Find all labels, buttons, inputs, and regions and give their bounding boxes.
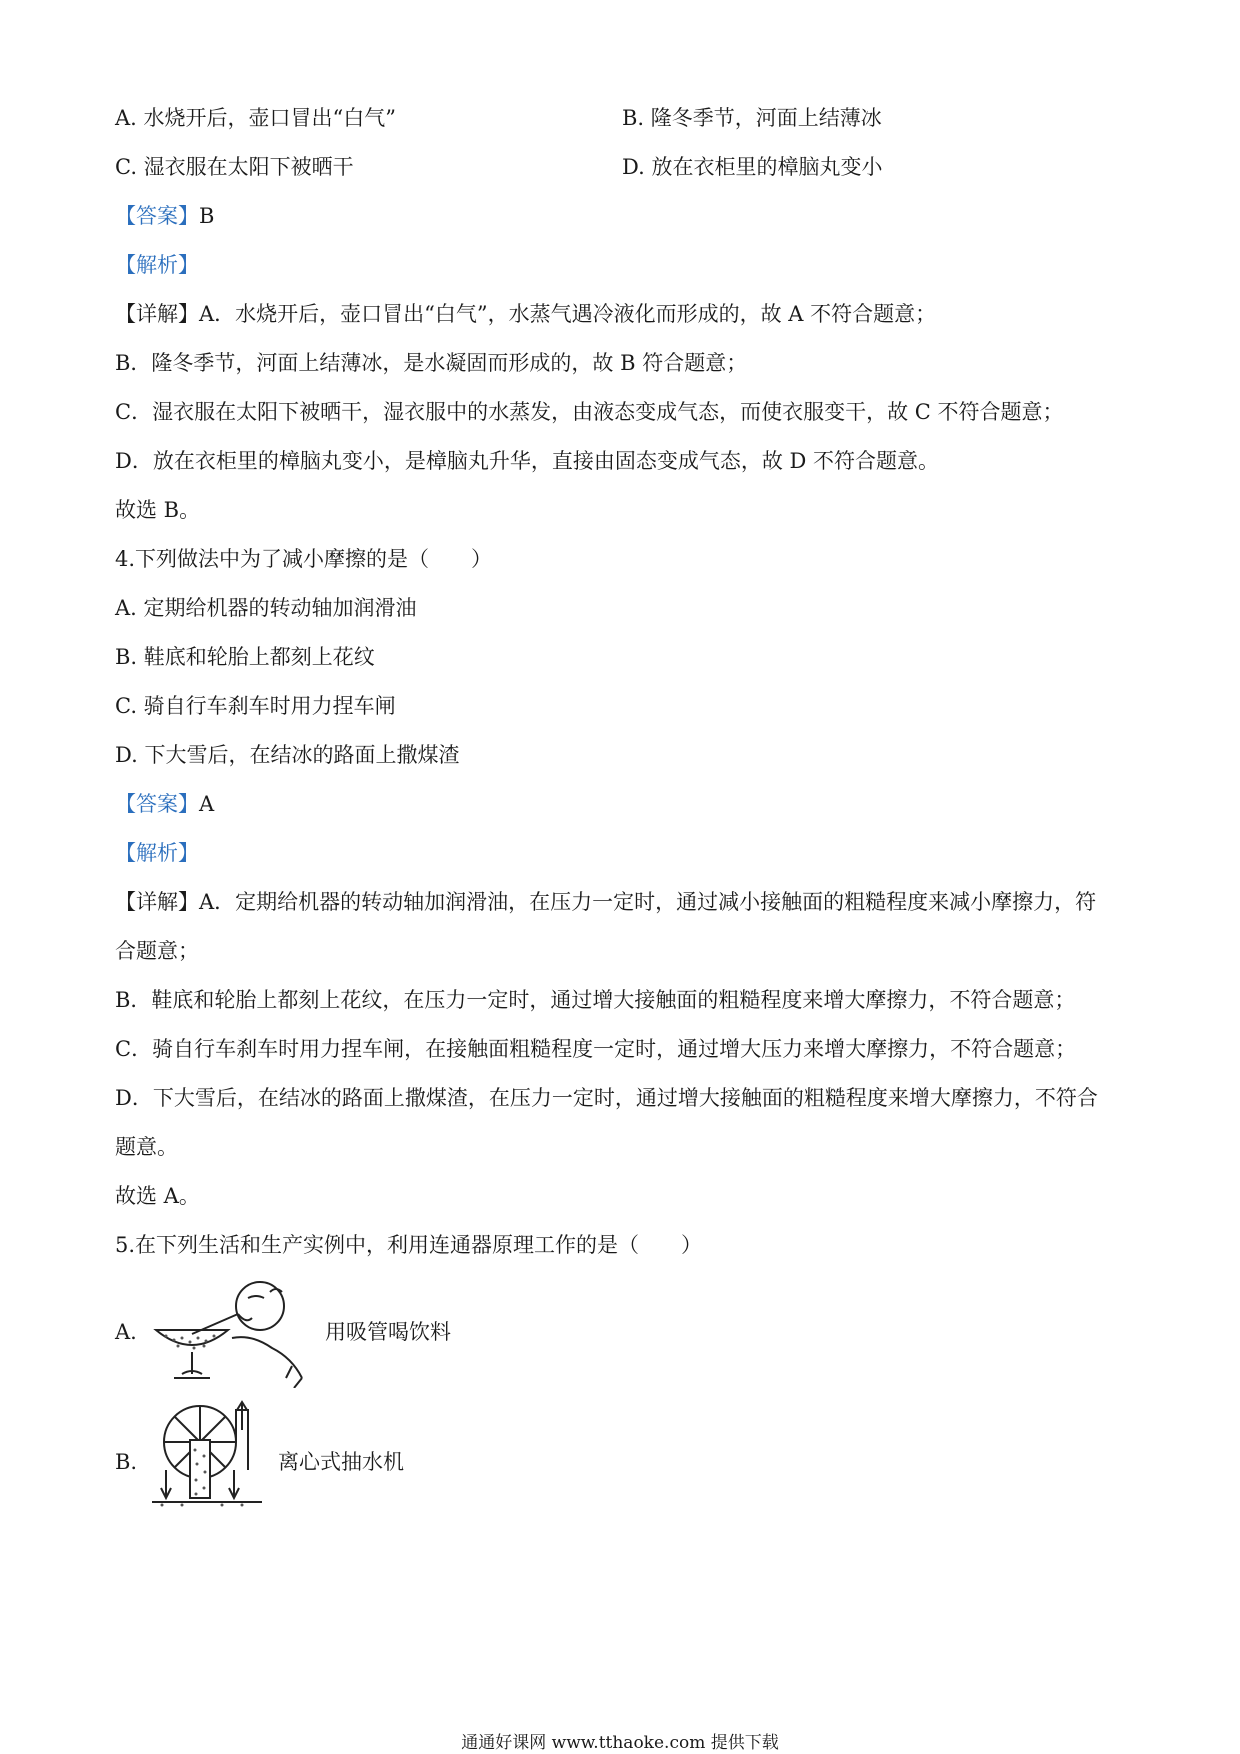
answer-value: B xyxy=(199,204,215,228)
q4-option-d: D. 下大雪后，在结冰的路面上撒煤渣 xyxy=(115,743,460,767)
q4-detail-line-4: C．骑自行车刹车时用力捏车闸，在接触面粗糙程度一定时，通过增大压力来增大摩擦力，不符合题意； xyxy=(115,1037,1077,1061)
q4-option-b: B. 鞋底和轮胎上都刻上花纹 xyxy=(115,645,375,669)
q5-option-a-caption: 用吸管喝饮料 xyxy=(325,1320,451,1344)
q5-option-a-letter: A. xyxy=(115,1320,137,1344)
q4-option-a: A. 定期给机器的转动轴加润滑油 xyxy=(115,596,417,620)
q4-option-c: C. 骑自行车刹车时用力捏车闸 xyxy=(115,694,396,718)
q4-detail-line-5: D．下大雪后，在结冰的路面上撒煤渣，在压力一定时，通过增大接触面的粗糙程度来增大摩擦力，不符合 xyxy=(115,1086,1098,1110)
detail-text: A．水烧开后，壶口冒出“白气”，水蒸气遇冷液化而形成的，故 A 不符合题意； xyxy=(199,302,937,326)
q3-option-d: D. 放在衣柜里的樟脑丸变小 xyxy=(622,155,883,179)
q4-detail-line-2: 合题意； xyxy=(115,939,199,963)
q3-detail-line-2: B．隆冬季节，河面上结薄冰，是水凝固而形成的，故 B 符合题意； xyxy=(115,351,748,375)
q4-analysis-label: 【解析】 xyxy=(115,841,199,865)
answer-label: 【答案】 xyxy=(115,204,199,228)
q4-stem: 4.下列做法中为了减小摩擦的是（ ） xyxy=(115,547,493,571)
q3-option-c: C. 湿衣服在太阳下被晒干 xyxy=(115,155,354,179)
q4-conclusion: 故选 A。 xyxy=(115,1184,200,1208)
q4-detail-line-1 xyxy=(115,888,1096,916)
detail-label: 【详解】 xyxy=(115,890,199,914)
q4-answer xyxy=(115,790,214,818)
q5-option-b-letter: B. xyxy=(115,1450,138,1474)
detail-label: 【详解】 xyxy=(115,302,199,326)
q4-detail-line-6: 题意。 xyxy=(115,1135,178,1159)
q3-option-b: B. 隆冬季节，河面上结薄冰 xyxy=(622,106,882,130)
q3-detail-line-1 xyxy=(115,300,936,328)
q3-option-a: A. 水烧开后，壶口冒出“白气” xyxy=(115,106,396,130)
q3-answer xyxy=(115,202,214,230)
centrifugal-pump-illustration xyxy=(152,1400,272,1508)
straw-drinking-illustration xyxy=(152,1278,312,1388)
detail-text: A．定期给机器的转动轴加润滑油，在压力一定时，通过减小接触面的粗糙程度来减小摩擦力，符 xyxy=(199,890,1097,914)
q5-option-b-caption: 离心式抽水机 xyxy=(278,1450,404,1474)
q4-detail-line-3: B．鞋底和轮胎上都刻上花纹，在压力一定时，通过增大接触面的粗糙程度来增大摩擦力，不符合题意； xyxy=(115,988,1076,1012)
q3-detail-line-4: D．放在衣柜里的樟脑丸变小，是樟脑丸升华，直接由固态变成气态，故 D 不符合题意。 xyxy=(115,449,940,473)
q3-analysis-label: 【解析】 xyxy=(115,253,199,277)
answer-value: A xyxy=(199,792,215,816)
page-footer: 通通好课网 www.tthaoke.com 提供下载 xyxy=(461,1733,779,1753)
q3-detail-line-3: C．湿衣服在太阳下被晒干，湿衣服中的水蒸发，由液态变成气态，而使衣服变干，故 C 不符合题意； xyxy=(115,400,1064,424)
q3-conclusion: 故选 B。 xyxy=(115,498,201,522)
answer-label: 【答案】 xyxy=(115,792,199,816)
q5-stem: 5.在下列生活和生产实例中，利用连通器原理工作的是（ ） xyxy=(115,1233,703,1257)
